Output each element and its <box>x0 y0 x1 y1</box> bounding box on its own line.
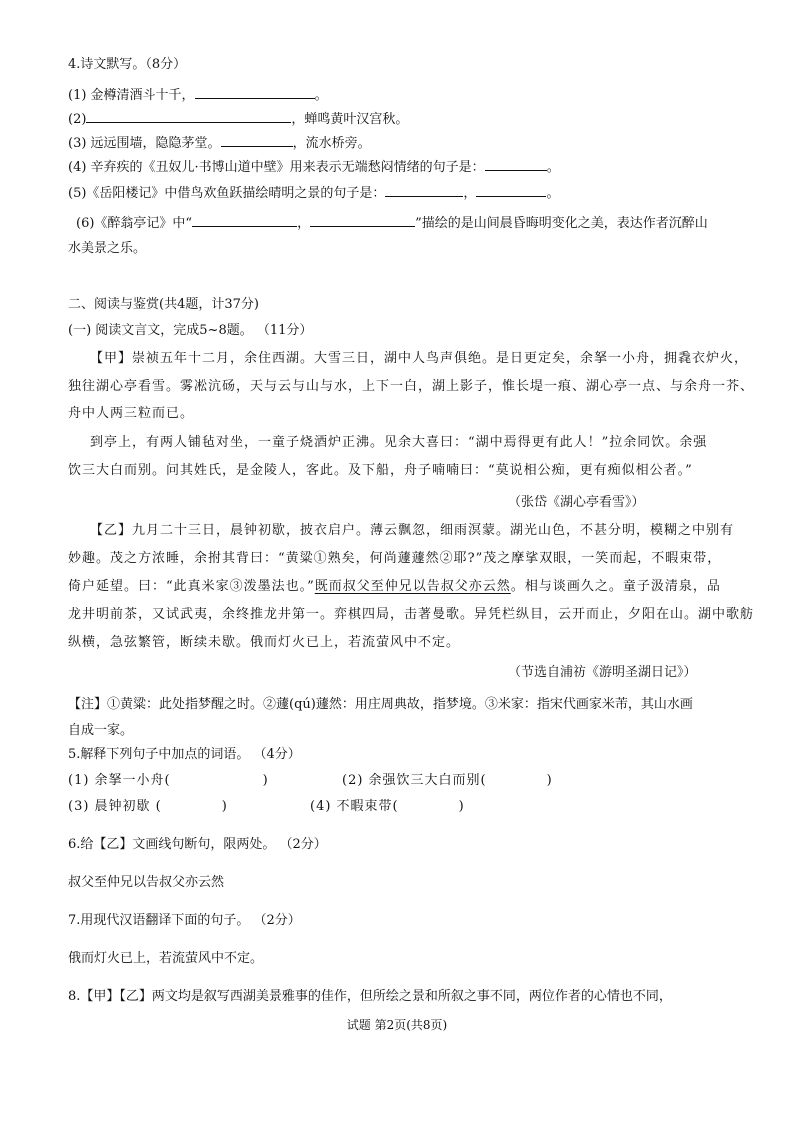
passage-b-line: 纵横，急弦繁管，断续未歇。俄而灯火已上，若流萤风中不定。 <box>68 635 461 650</box>
q6-heading: 6.给【乙】文画线句断句，限两处。 （2分） <box>68 837 327 852</box>
q4-item-6-text: (6)《醉翁亭记》中“ <box>76 216 193 231</box>
passage-a-line: 到亭上，有两人铺毡对坐，一童子烧酒炉正沸。见余大喜曰：“湖中焉得更有此人！”拉余同饮。余强 <box>90 435 708 450</box>
passage-a-line: 饮三大白而别。问其姓氏，是金陵人，客此。及下船，舟子喃喃曰：“莫说相公痴，更有痴似相公者。” <box>68 463 693 478</box>
q4-item-3-text: (3) 远远围墙，隐隐茅堂。 <box>68 136 221 151</box>
answer-blank[interactable] <box>195 86 315 99</box>
q4-item-6: (6)《醉翁亭记》中“ ， ”描绘的是山间晨昏晦明变化之美，表达作者沉醉山 <box>76 216 708 231</box>
q7-heading: 7.用现代汉语翻译下面的句子。 （2分） <box>68 913 301 928</box>
q5-item-1: (1) 余拏一小舟( ) <box>68 773 269 788</box>
q4-item-2-text: ，蝉鸣黄叶汉宫秋。 <box>291 112 409 127</box>
answer-blank[interactable] <box>385 184 463 197</box>
passage-a-line: 【甲】崇祯五年十二月，余住西湖。大雪三日，湖中人鸟声俱绝。是日更定矣，余拏一小舟，拥毳衣炉火， <box>90 351 749 366</box>
passage-b-line: 倚户延望。曰：“此真米家③泼墨法也。”既而叔父至仲兄以告叔父亦云然。相与谈画久之。童子汲清泉，品 <box>68 579 721 594</box>
q4-item-5: (5)《岳阳楼记》中借鸟欢鱼跃描绘晴明之景的句子是： ， 。 <box>68 186 560 201</box>
answer-blank[interactable] <box>485 158 547 171</box>
q4-item-5-text: (5)《岳阳楼记》中借鸟欢鱼跃描绘晴明之景的句子是： <box>68 186 386 201</box>
answer-blank[interactable] <box>192 214 297 227</box>
answer-blank[interactable] <box>86 110 291 123</box>
q4-item-1-text: (1) 金樽清酒斗十千， <box>68 88 195 103</box>
section-subheading: (一) 阅读文言文，完成5~8题。 （11分） <box>68 323 313 338</box>
answer-blank[interactable] <box>310 214 415 227</box>
q4-item-2: (2) ，蝉鸣黄叶汉宫秋。 <box>68 112 409 127</box>
q5-item-4: (4) 不暇束带( ) <box>310 799 465 814</box>
q5-heading: 5.解释下列句子中加点的词语。 （4分） <box>68 747 301 762</box>
passage-b-line: 【乙】九月二十三日，晨钟初歇，披衣启户。薄云飘忽，细雨溟蒙。湖光山色，不甚分明，模糊之中别有 <box>90 523 735 538</box>
q4-item-3: (3) 远远围墙，隐隐茅堂。 ，流水桥旁。 <box>68 136 371 151</box>
passage-b-source: （节选自浦祊《游明圣湖日记》） <box>508 665 697 680</box>
passage-a-source: （张岱《湖心亭看雪》） <box>508 495 645 510</box>
answer-blank[interactable] <box>221 134 293 147</box>
passage-a-line: 舟中人两三粒而已。 <box>68 406 195 421</box>
passage-b-line: 龙井明前茶，又试武夷，余终推龙井第一。弈棋四局，击著曼歌。异凭栏纵目，云开而止，夕阳在山。湖中歌舫 <box>68 607 755 622</box>
page-footer: 试题 第2页(共8页) <box>346 1018 448 1032</box>
note-line: 【注】①黄粱：此处指梦醒之时。②蘧(qú)蘧然：用庄周典故，指梦境。③米家：指宋代画家米芾，其山水画 <box>68 697 693 712</box>
passage-a-line: 独往湖心亭看雪。雾凇沆砀，天与云与山与水，上下一白，湖上影子，惟长堤一痕、湖心亭一点、与余舟一芥、 <box>68 379 755 394</box>
underlined-sentence: 既而叔父至仲兄以告叔父亦云然 <box>314 579 511 594</box>
note-line: 自成一家。 <box>68 723 134 738</box>
q5-item-3: (3) 晨钟初歇 ( ) <box>68 799 228 814</box>
q4-item-6-cont: 水美景之乐。 <box>68 241 147 256</box>
section-heading: 二、阅读与鉴赏(共4题，计37分) <box>68 297 259 312</box>
answer-blank[interactable] <box>476 184 546 197</box>
q4-item-4: (4) 辛弃疾的《丑奴儿·书博山道中壁》用来表示无端愁闷情绪的句子是： 。 <box>68 160 560 175</box>
q4-item-4-text: (4) 辛弃疾的《丑奴儿·书博山道中壁》用来表示无端愁闷情绪的句子是： <box>68 160 485 175</box>
q8-text: 8.【甲】【乙】两文均是叙写西湖美景雅事的佳作，但所绘之景和所叙之事不同，两位作者的心情也不同， <box>68 989 672 1004</box>
q6-sentence: 叔父至仲兄以告叔父亦云然 <box>68 875 225 890</box>
q4-item-1: (1) 金樽清酒斗十千， 。 <box>68 88 328 103</box>
q7-sentence: 俄而灯火已上，若流萤风中不定。 <box>68 951 264 966</box>
q4-heading: 4.诗文默写。（8分） <box>68 57 187 72</box>
passage-b-line: 妙趣。茂之方浓睡，余拊其背曰：“黄粱①熟矣，何尚蘧蘧然②耶?”茂之摩挲双眼，一笑而起，不暇束带， <box>68 551 722 566</box>
q5-item-2: (2) 余强饮三大白而别( ) <box>342 773 553 788</box>
